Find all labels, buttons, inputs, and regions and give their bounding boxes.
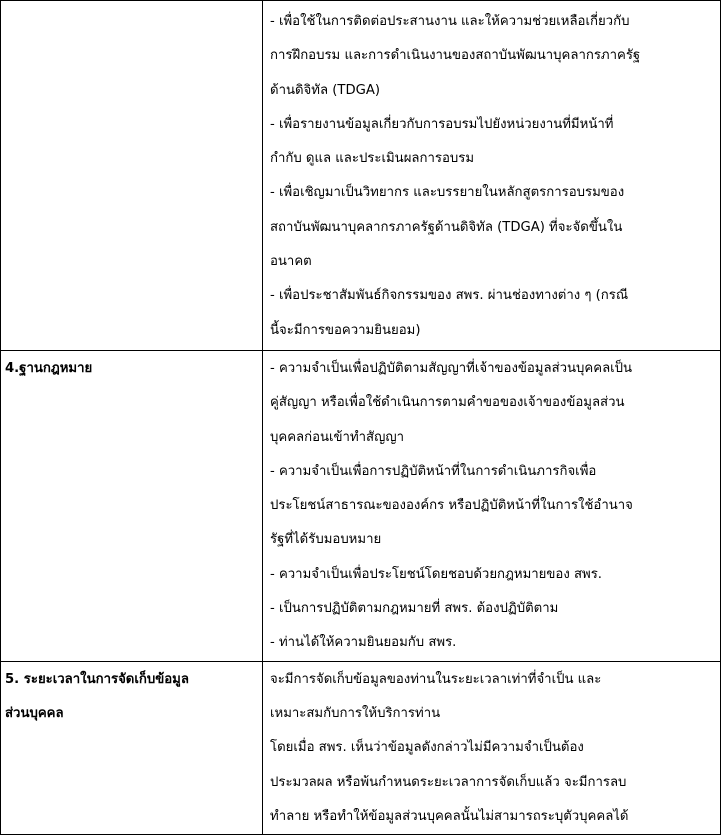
text-line: - เพื่อประชาสัมพันธ์กิจกรรมของ สพร. ผ่านช่องทางต่าง ๆ (กรณี — [270, 288, 629, 304]
legal-basis-item-public-task — [263, 455, 720, 558]
purpose-item-reporting — [263, 108, 720, 177]
purpose-item-speaker — [263, 176, 720, 279]
text-line: ประมวลผล หรือพ้นกำหนดระยะเวลาการจัดเก็บแล้ว จะมีการลบ — [270, 774, 627, 790]
row-heading-cell — [1, 351, 263, 662]
row-heading-cell — [1, 661, 263, 834]
row-content-cell — [263, 351, 721, 662]
text-line: คู่สัญญา หรือเพื่อใช้ดำเนินการตามคำขอของเจ้าของข้อมูลส่วน — [270, 395, 625, 411]
text-line: จะมีการจัดเก็บข้อมูลของท่านในระยะเวลาเท่าที่จำเป็น และ — [270, 671, 602, 687]
text-line: - ความจำเป็นเพื่อประโยชน์โดยชอบด้วยกฎหมายของ สพร. — [270, 566, 602, 582]
text-line: โดยเมื่อ สพร. เห็นว่าข้อมูลดังกล่าวไม่มีความจำเป็นต้อง — [270, 740, 584, 756]
legal-basis-item-consent — [263, 626, 720, 660]
text-line: กำกับ ดูแล และประเมินผลการอบรม — [270, 151, 475, 167]
legal-basis-item-legal-obligation — [263, 592, 720, 626]
purpose-item-coordination — [263, 5, 720, 108]
text-line: สถาบันพัฒนาบุคลากรภาครัฐด้านดิจิทัล (TDGA) ที่จะจัดขึ้นใน — [270, 219, 623, 235]
table-row-legal-basis — [1, 351, 721, 662]
text-line: - ความจำเป็นเพื่อปฏิบัติตามสัญญาที่เจ้าของข้อมูลส่วนบุคคลเป็น — [270, 361, 633, 376]
retention-item-deletion — [263, 731, 720, 834]
text-line: ด้านดิจิทัล (TDGA) — [270, 82, 380, 98]
retention-heading-line: 5. ระยะเวลาในการจัดเก็บข้อมูล — [5, 671, 189, 687]
text-line: - เพื่อเชิญมาเป็นวิทยากร และบรรยายในหลักสูตรการอบรมของ — [270, 185, 625, 201]
text-line: - เพื่อใช้ในการติดต่อประสานงาน และให้ความช่วยเหลือเกี่ยวกับ — [270, 14, 630, 29]
text-line: อนาคต — [270, 254, 312, 270]
text-line: บุคคลก่อนเข้าทำสัญญา — [270, 429, 404, 445]
text-line: การฝึกอบรม และการดำเนินงานของสถาบันพัฒนาบุคลากรภาครัฐ — [270, 48, 641, 64]
text-line: - ท่านได้ให้ความยินยอมกับ สพร. — [270, 635, 457, 651]
legal-basis-item-contract — [263, 352, 720, 455]
text-line: - เพื่อรายงานข้อมูลเกี่ยวกับการอบรมไปยังหน่วยงานที่มีหน้าที่ — [270, 116, 614, 132]
row-content-cell — [263, 661, 721, 834]
retention-heading-line: ส่วนบุคคล — [5, 705, 64, 721]
text-line: ประโยชน์สาธารณะขององค์กร หรือปฏิบัติหน้าที่ในการใช้อำนาจ — [270, 498, 633, 514]
text-line: เหมาะสมกับการให้บริการท่าน — [270, 705, 441, 721]
retention-item-period — [263, 663, 720, 732]
row-content-cell — [263, 1, 721, 351]
table-row-retention — [1, 661, 721, 834]
text-line: รัฐที่ได้รับมอบหมาย — [270, 532, 382, 548]
table-row-purposes — [1, 1, 721, 351]
text-line: - เป็นการปฏิบัติตามกฎหมายที่ สพร. ต้องปฏิบัติตาม — [270, 601, 559, 617]
legal-basis-item-legitimate-interest — [263, 558, 720, 592]
text-line: ทำลาย หรือทำให้ข้อมูลส่วนบุคคลนั้นไม่สามารถระบุตัวบุคคลได้ — [270, 808, 629, 824]
legal-basis-heading: 4.ฐานกฎหมาย — [5, 361, 93, 376]
text-line: นี้จะมีการขอความยินยอม) — [270, 322, 421, 338]
text-line: - ความจำเป็นเพื่อการปฏิบัติหน้าที่ในการดำเนินภารกิจเพื่อ — [270, 463, 597, 479]
row-heading-cell — [1, 1, 263, 351]
purpose-item-publicity — [263, 279, 720, 348]
